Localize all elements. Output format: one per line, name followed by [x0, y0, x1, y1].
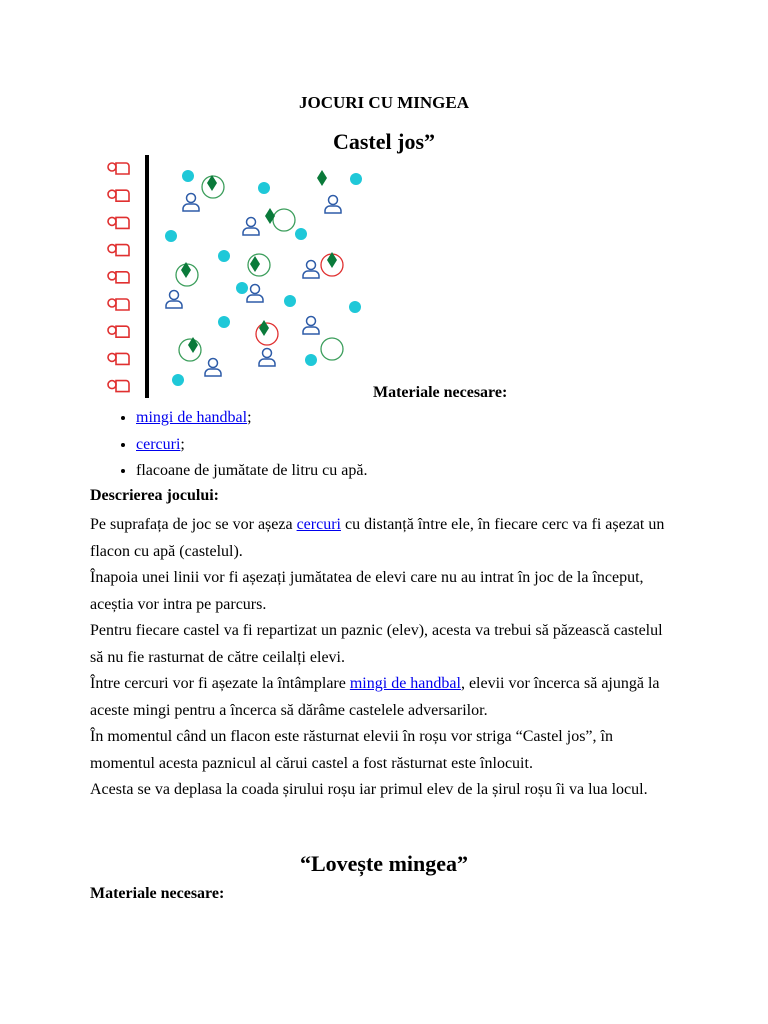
paragraph [90, 671, 670, 724]
ball-icon [350, 173, 362, 185]
materials-item [136, 432, 367, 459]
bottle-icon [317, 170, 327, 186]
materials-item [136, 405, 367, 432]
hoop-icon [321, 338, 343, 360]
paragraph: Înapoia unei linii vor fi așezați jumătatea de elevi care nu au intrat în joc de la început, aceștia vor intra pe parcurs. [90, 569, 644, 613]
description-body [90, 512, 670, 804]
bottle-icon [250, 256, 260, 272]
document-title: JOCURI CU MINGEA [299, 93, 469, 112]
player-icon [325, 196, 341, 214]
description-label: Descrierea jocului: [90, 487, 219, 504]
materials-label: Materiale necesare: [373, 384, 508, 401]
handball-link[interactable]: mingi de handbal [136, 409, 248, 426]
red-player-icon [108, 190, 129, 201]
handball-link[interactable]: mingi de handbal [349, 675, 461, 692]
ball-icon [182, 170, 194, 182]
player-icon [303, 261, 319, 279]
paragraph: Acesta se va deplasa la coada șirului roșu iar primul elev de la șirul roșu îi va lua locul. [90, 781, 648, 798]
red-player-icon [108, 353, 129, 364]
paragraph [90, 512, 670, 565]
hoops-link[interactable]: cercuri [136, 435, 181, 453]
player-icon [303, 317, 319, 335]
balls [165, 170, 362, 386]
red-player-icon [108, 299, 129, 310]
ball-icon [218, 250, 230, 262]
ball-icon [284, 295, 296, 307]
hoop-icon [273, 209, 295, 231]
text: Între cercuri vor fi așezate la întâmplare [90, 675, 350, 692]
player-icon [205, 359, 221, 377]
ball-icon [165, 230, 177, 242]
player-icon [259, 349, 275, 367]
text: cu distanță între ele, în fiecare cerc va fi așezat un flacon cu apă (castelul). [90, 516, 665, 560]
materials-suffix: ; [247, 409, 252, 426]
materials-list [90, 405, 367, 485]
ball-icon [258, 182, 270, 194]
paragraph: În momentul când un flacon este răsturnat elevii în roșu vor striga “Castel jos”, în momentul acesta paznicul al cărui castel a fost răsturnat este înlocuit. [90, 728, 613, 772]
hoops-link[interactable]: cercuri [296, 516, 341, 533]
player-icon [183, 194, 199, 212]
ball-icon [218, 316, 230, 328]
materials-item: • flacoane de jumătate de litru cu apă. [136, 458, 367, 485]
red-player-icon [108, 381, 129, 392]
text: , elevii vor încerca să ajungă la aceste mingi pentru a încerca să dărâme castelele adversarilor. [90, 675, 660, 719]
game-diagram [100, 152, 370, 402]
section2-materials-label: Materiale necesare: [90, 885, 225, 902]
ball-icon [236, 282, 248, 294]
red-player-icon [108, 272, 129, 283]
red-player-icon [108, 245, 129, 256]
paragraph: Pentru fiecare castel va fi repartizat un paznic (elev), acesta va trebui să păzească castelul să nu fie rasturnat de către ceilalți elevi. [90, 622, 663, 666]
player-icon [247, 285, 263, 303]
red-players-column [108, 163, 129, 392]
red-player-icon [108, 163, 129, 174]
ball-icon [295, 228, 307, 240]
start-line [145, 155, 149, 398]
game-title: Castel jos” [332, 129, 436, 154]
ball-icon [172, 374, 184, 386]
ball-icon [349, 301, 361, 313]
text: Pe suprafața de joc se vor așeza [90, 516, 297, 533]
red-player-icon [108, 326, 129, 337]
section2-title: “Lovește mingea” [299, 851, 469, 876]
red-player-icon [108, 217, 129, 228]
player-icon [243, 218, 259, 236]
player-icon [166, 291, 182, 309]
ball-icon [305, 354, 317, 366]
materials-suffix: ; [180, 435, 185, 453]
